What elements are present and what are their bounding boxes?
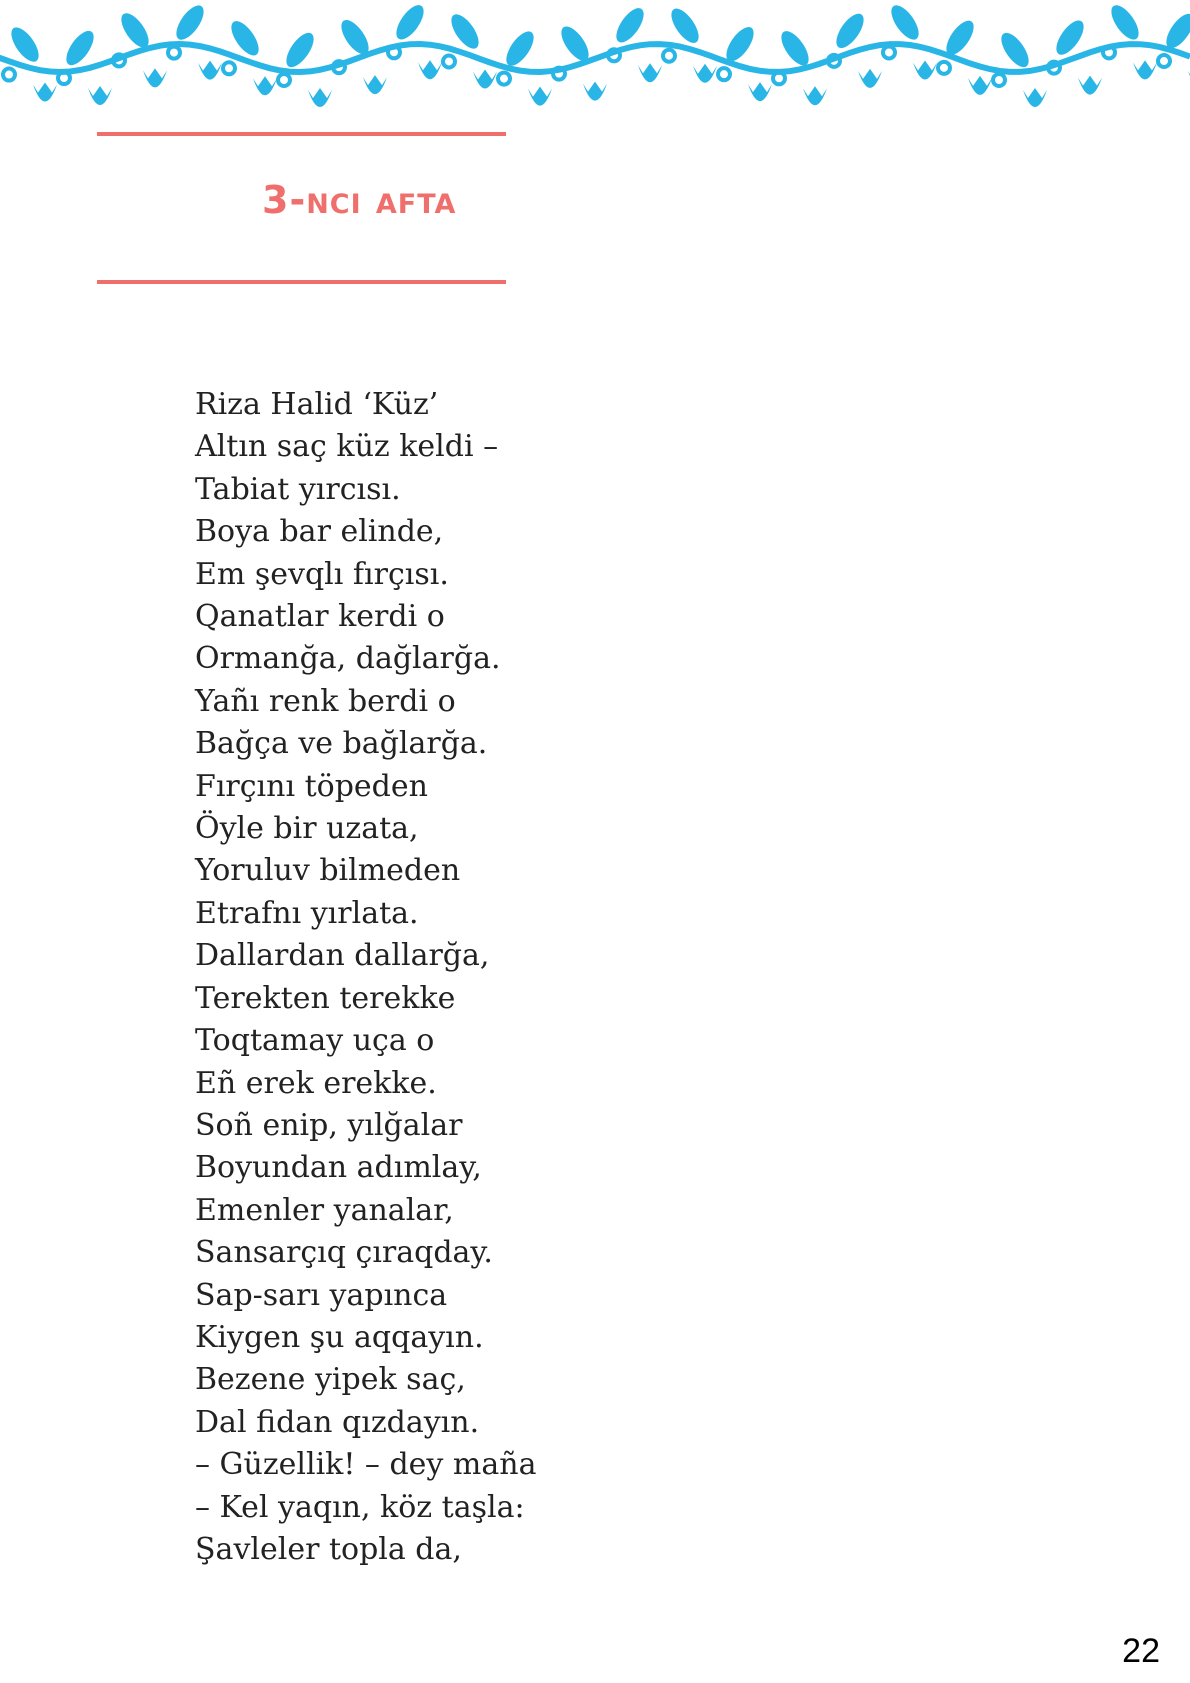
poem-line: Kiygen şu aqqayın.	[195, 1319, 484, 1355]
poem-line: Fırçını töpeden	[195, 768, 428, 804]
poem-line: Riza Halid ‘Küz’	[195, 387, 439, 422]
poem-line: Şavleler topla da,	[195, 1531, 462, 1567]
poem-line: Emenler yanalar,	[195, 1192, 454, 1228]
poem-line: Bezene yipek saç,	[195, 1362, 466, 1398]
floral-border-icon	[0, 0, 1190, 108]
title-rule-bottom	[97, 280, 506, 284]
poem-line: – Güzellik! – dey maña	[195, 1447, 537, 1483]
poem-line: Yoruluv bilmeden	[195, 853, 461, 889]
poem-line: Altın saç küz keldi –	[195, 429, 499, 465]
poem-line: Yañı renk berdi o	[195, 683, 456, 719]
page-number: 22	[1122, 1632, 1160, 1670]
poem-line: Etrafnı yırlata.	[195, 895, 419, 931]
week-title: 3-nci afta	[262, 178, 457, 222]
poem-line: Dallardan dallarğa,	[195, 938, 490, 974]
poem-line: – Kel yaqın, köz taşla:	[195, 1489, 525, 1525]
poem-line: Sap-sarı yapınca	[195, 1277, 448, 1313]
poem-line: Em şevqlı fırçısı.	[195, 556, 449, 592]
poem-line: Sansarçıq çıraqday.	[195, 1235, 493, 1271]
poem-line: Öyle bir uzata,	[195, 811, 419, 847]
poem-line: Terekten terekke	[195, 980, 456, 1016]
poem-line: Soñ enip, yılğalar	[195, 1107, 463, 1143]
poem-line: Toqtamay uça o	[195, 1023, 435, 1059]
poem-line: Boya bar elinde,	[195, 514, 444, 550]
poem-line: Qanatlar kerdi o	[195, 599, 445, 635]
poem-line: Bağça ve bağlarğa.	[195, 726, 488, 762]
poem-line: Boyundan adımlay,	[195, 1150, 482, 1186]
poem-line: Eñ erek erekke.	[195, 1065, 437, 1101]
title-rule-top	[97, 132, 506, 136]
poem	[195, 384, 536, 1571]
poem-line: Tabiat yırcısı.	[195, 471, 401, 507]
poem-line: Ormanğa, dağlarğa.	[195, 641, 501, 677]
poem-line: Dal fidan qızdayın.	[195, 1404, 480, 1440]
